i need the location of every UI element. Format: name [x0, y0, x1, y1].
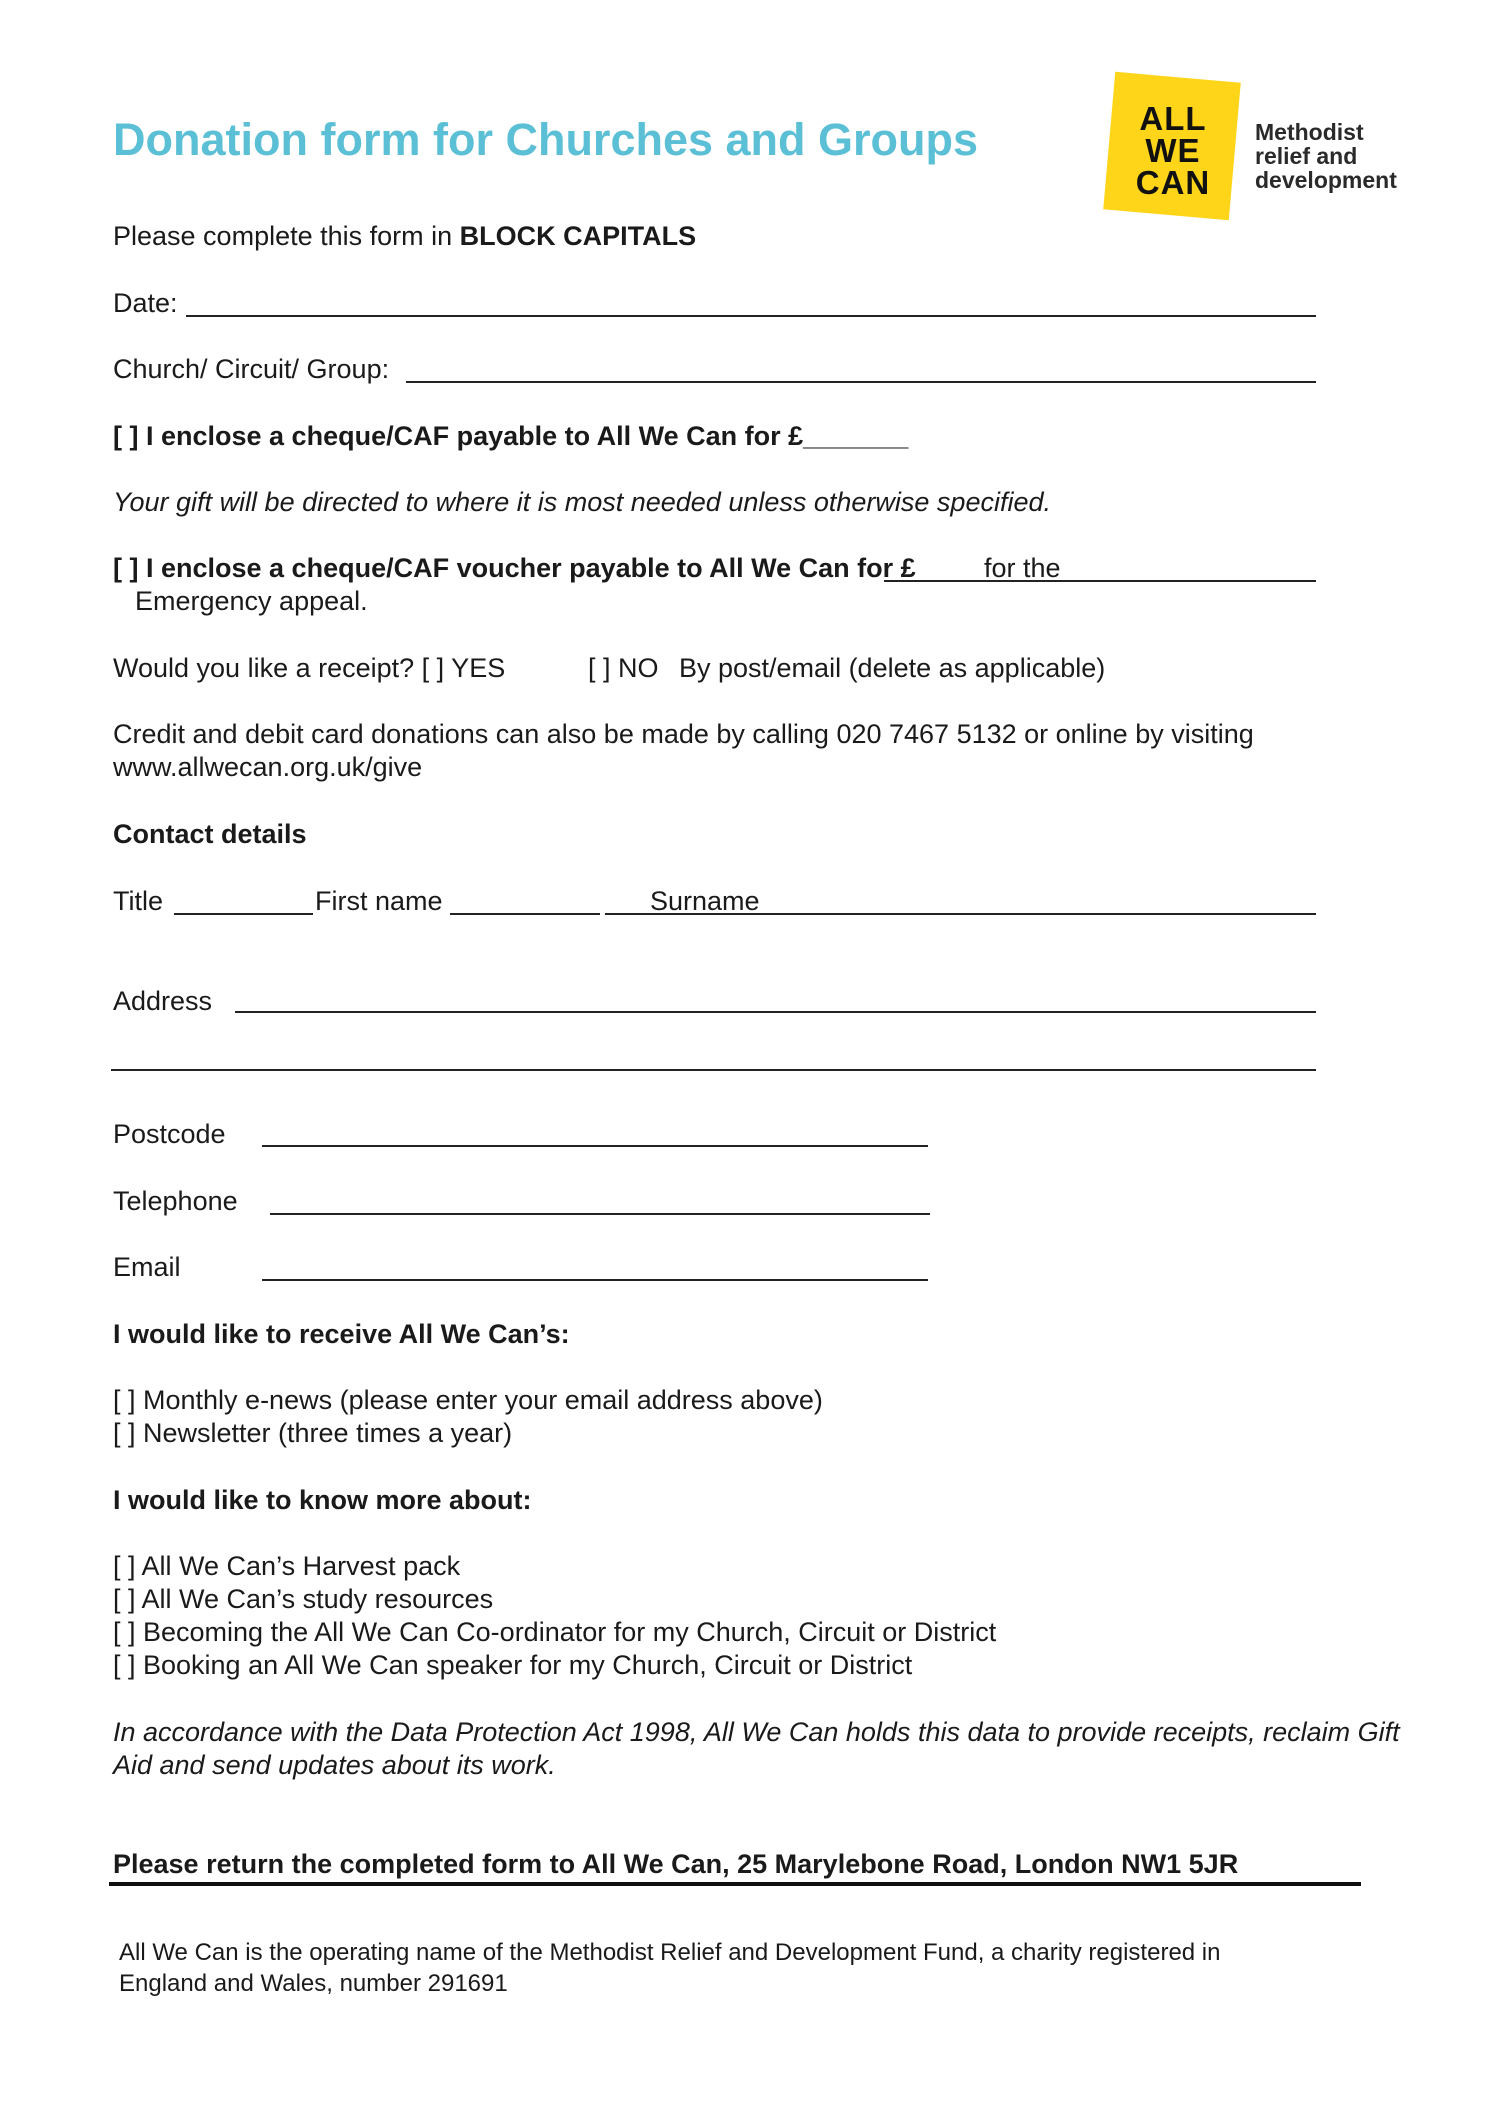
- logo-tagline-3: development: [1255, 167, 1397, 193]
- address-field-line-2[interactable]: [111, 1069, 1316, 1071]
- footer-line-2: England and Wales, number 291691: [119, 1970, 508, 1997]
- logo-word-we: WE: [1145, 132, 1201, 169]
- receive-heading: I would like to receive All We Can’s:: [113, 1319, 570, 1349]
- postcode-label: Postcode: [113, 1119, 226, 1149]
- title-label: Title: [113, 886, 164, 916]
- date-label: Date:: [113, 288, 178, 318]
- first-name-label: First name: [315, 886, 443, 916]
- know-more-option-coordinator[interactable]: [ ] Becoming the All We Can Co-ordinator for my Church, Circuit or District: [113, 1617, 997, 1647]
- church-label: Church/ Circuit/ Group:: [113, 354, 390, 384]
- contact-heading: Contact details: [113, 819, 307, 849]
- know-more-option-speaker[interactable]: [ ] Booking an All We Can speaker for my Church, Circuit or District: [113, 1650, 913, 1680]
- surname-label: Surname: [650, 886, 760, 916]
- donation-note: Your gift will be directed to where it is most needed unless otherwise specified.: [113, 487, 1051, 517]
- church-field[interactable]: [406, 381, 1316, 383]
- logo-word-all: ALL: [1139, 100, 1207, 137]
- receipt-no-option[interactable]: [ ] NO: [588, 653, 659, 683]
- logo-word-can: CAN: [1135, 164, 1211, 201]
- instructions-prefix: Please complete this form in: [113, 221, 460, 251]
- data-protection-line-2: Aid and send updates about its work.: [113, 1750, 556, 1780]
- donation-option-emergency[interactable]: [ ] I enclose a cheque/CAF voucher payable to All We Can for £: [113, 553, 916, 583]
- footer-line-1: All We Can is the operating name of the Methodist Relief and Development Fund, a charity registered in: [119, 1939, 1221, 1966]
- for-the-label: for the: [984, 553, 1061, 583]
- page-title: Donation form for Churches and Groups: [113, 114, 979, 165]
- know-more-heading: I would like to know more about:: [113, 1485, 532, 1515]
- telephone-label: Telephone: [113, 1186, 238, 1216]
- instructions-emphasis: BLOCK CAPITALS: [459, 221, 697, 251]
- know-more-option-harvest[interactable]: [ ] All We Can’s Harvest pack: [113, 1551, 461, 1581]
- date-field[interactable]: [186, 315, 1316, 317]
- receive-option-enews[interactable]: [ ] Monthly e-news (please enter your email address above): [113, 1385, 823, 1415]
- telephone-field[interactable]: [270, 1213, 930, 1215]
- first-name-field[interactable]: [450, 913, 600, 915]
- email-label: Email: [113, 1252, 181, 1282]
- receive-option-newsletter[interactable]: [ ] Newsletter (three times a year): [113, 1418, 513, 1448]
- title-field[interactable]: [174, 913, 313, 915]
- address-label: Address: [113, 986, 213, 1016]
- data-protection-line-1: In accordance with the Data Protection Act 1998, All We Can holds this data to provide receipts, reclaim Gift: [113, 1717, 1400, 1747]
- address-field-line-1[interactable]: [235, 1011, 1316, 1013]
- know-more-option-study[interactable]: [ ] All We Can’s study resources: [113, 1584, 494, 1614]
- logo-tagline-1: Methodist: [1255, 119, 1364, 145]
- donation-option-general[interactable]: [ ] I enclose a cheque/CAF payable to All We Can for £_______: [113, 421, 909, 451]
- card-info-line-1: Credit and debit card donations can also be made by calling 020 7467 5132 or online by visiting: [113, 719, 1254, 749]
- instructions: [113, 220, 696, 252]
- email-field[interactable]: [262, 1279, 928, 1281]
- receipt-yes-option[interactable]: Would you like a receipt? [ ] YES: [113, 653, 506, 683]
- return-address: Please return the completed form to All We Can, 25 Marylebone Road, London NW1 5JR: [113, 1849, 1239, 1879]
- emergency-appeal-label: Emergency appeal.: [135, 586, 368, 616]
- card-info-link[interactable]: www.allwecan.org.uk/give: [113, 752, 423, 782]
- postcode-field[interactable]: [262, 1145, 928, 1147]
- return-divider: [109, 1882, 1361, 1886]
- emergency-amount-field[interactable]: [884, 580, 1316, 582]
- receipt-method: By post/email (delete as applicable): [679, 653, 1106, 683]
- logo-tagline-2: relief and: [1255, 143, 1358, 169]
